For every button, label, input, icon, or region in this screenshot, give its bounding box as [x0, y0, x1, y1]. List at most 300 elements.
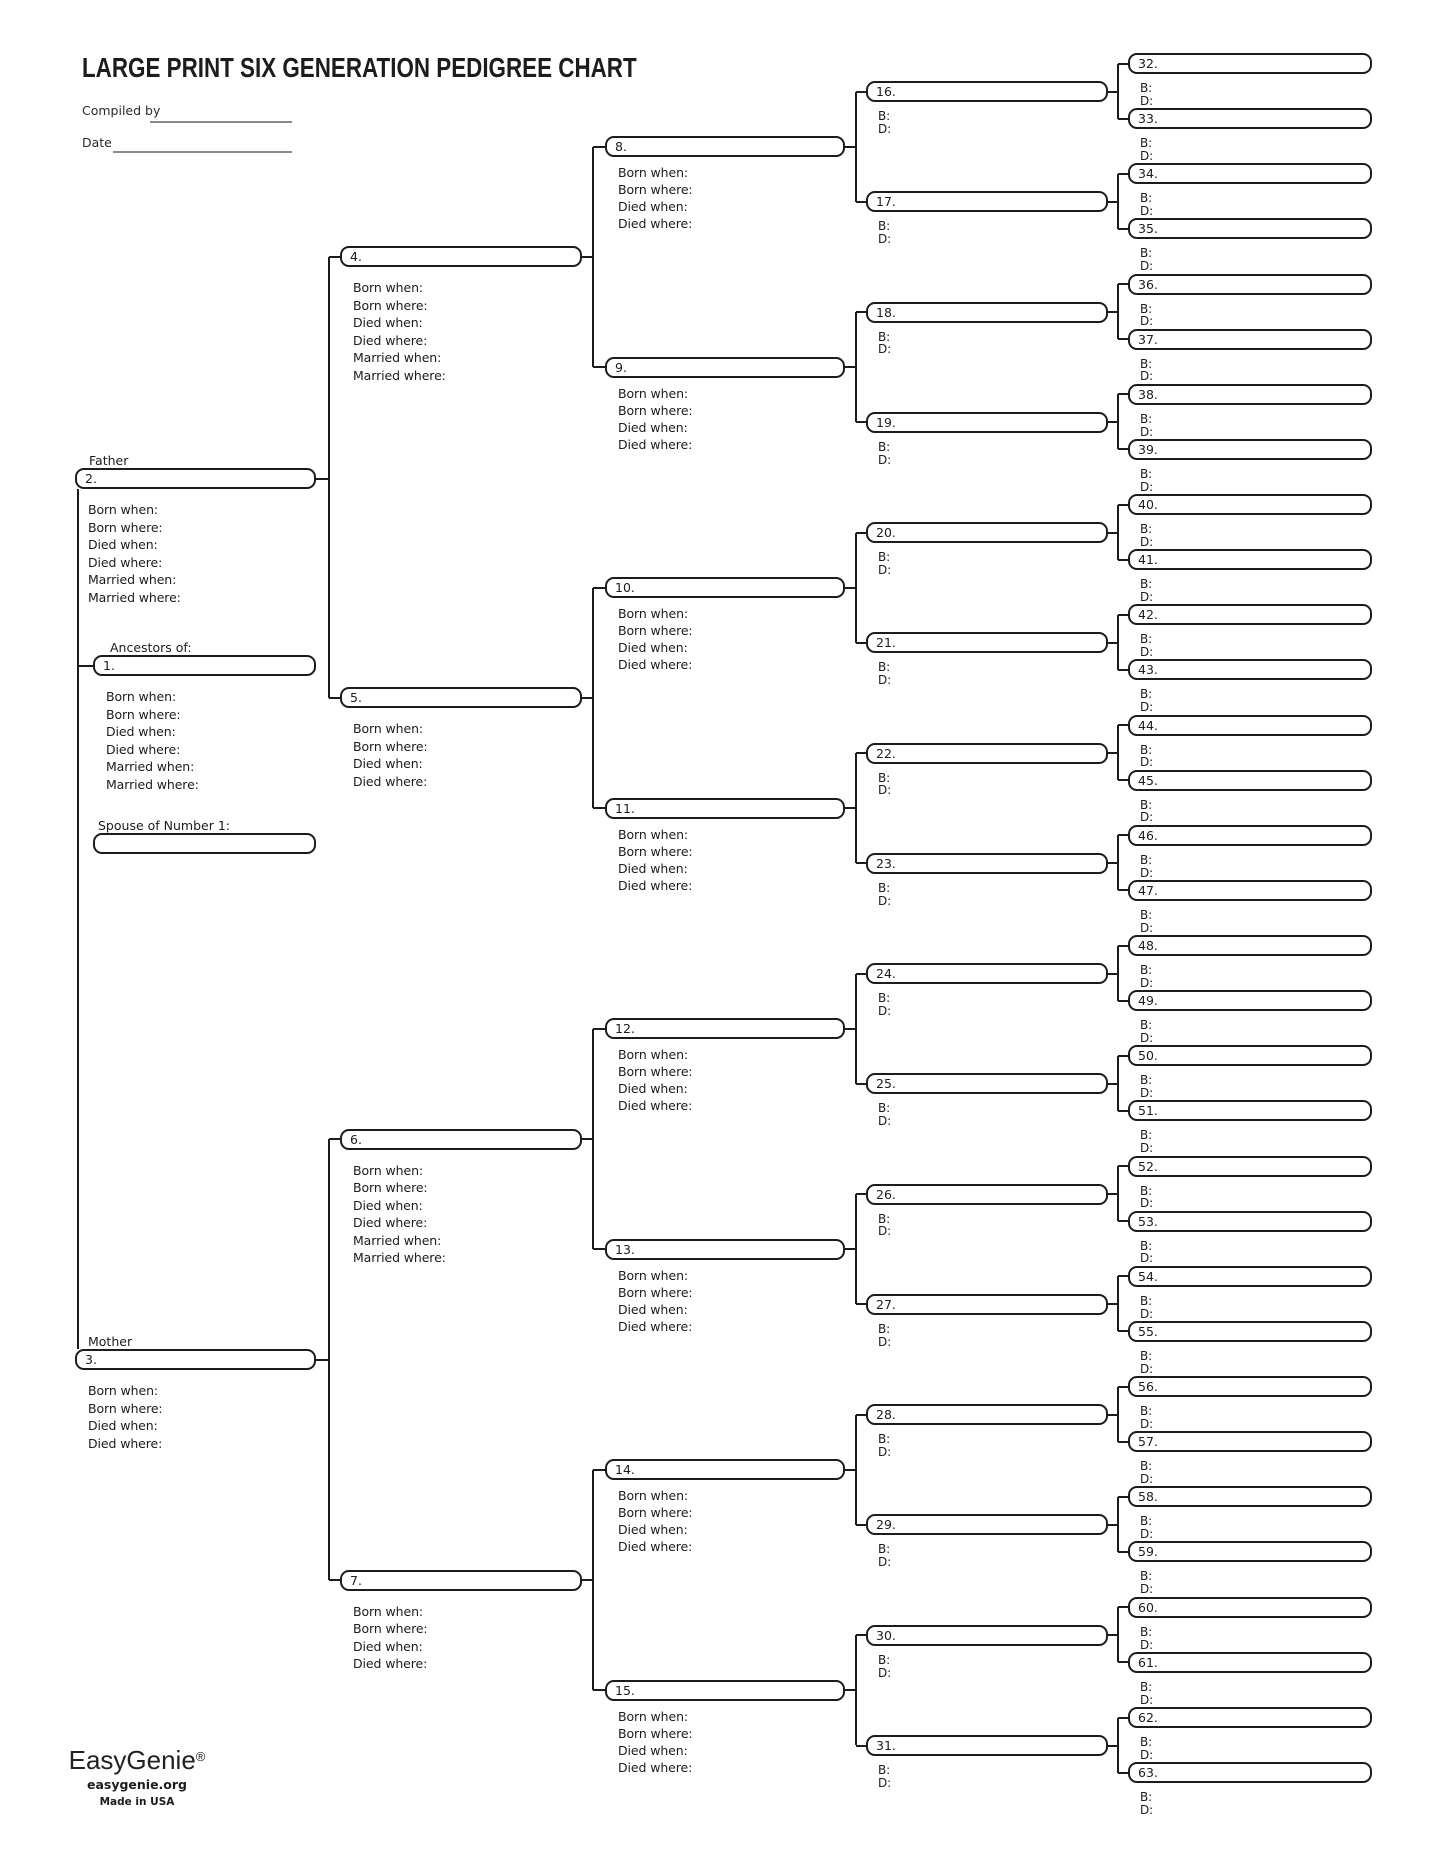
field-label: D: [878, 1224, 892, 1239]
field-label: B: [1140, 466, 1153, 481]
pedigree-box-36 [1128, 274, 1372, 295]
box-18-number: 18. [876, 304, 896, 320]
connector-line [1118, 779, 1128, 781]
field-label: D: [878, 452, 892, 467]
field-label: Married where: [353, 367, 446, 383]
connector-line [856, 1414, 866, 1416]
box-37-number: 37. [1138, 331, 1158, 347]
field-label: B: [1140, 522, 1153, 537]
box-25-number: 25. [876, 1076, 896, 1092]
pedigree-box-40 [1128, 494, 1372, 515]
pedigree-box-11 [605, 798, 845, 819]
pedigree-box-37 [1128, 329, 1372, 350]
field-label: Married where: [106, 776, 199, 792]
field-label: D: [878, 562, 892, 577]
caption-spouse_of_number_1: Spouse of Number 1: [98, 818, 230, 833]
field-label: Born where: [353, 1180, 428, 1196]
field-label: B: [878, 219, 891, 234]
connector-line [78, 665, 93, 667]
field-label: Died where: [618, 1759, 693, 1775]
field-label: D: [878, 673, 892, 688]
connector-line [1108, 1634, 1118, 1636]
connector-line [1118, 834, 1128, 836]
connector-line [1118, 63, 1128, 65]
pedigree-box-24 [866, 963, 1108, 984]
box-33-number: 33. [1138, 111, 1158, 126]
field-label: D: [1140, 204, 1154, 219]
connector-line [856, 642, 866, 644]
field-label: B: [1140, 797, 1153, 812]
field-label: Born where: [618, 182, 693, 198]
field-label: Born when: [88, 502, 159, 517]
box-8-number: 8. [615, 139, 627, 155]
connector-line [582, 256, 593, 258]
field-label: Married when: [353, 1232, 442, 1248]
pedigree-box-41 [1128, 549, 1372, 570]
field-label: Born where: [618, 1505, 693, 1521]
box-57-number: 57. [1138, 1434, 1158, 1450]
field-label: D: [878, 893, 892, 908]
connector-line [856, 1193, 866, 1195]
field-label: Born when: [618, 1047, 689, 1063]
field-label: B: [1140, 742, 1153, 757]
connector-line [856, 752, 866, 754]
caption-ancestors_of: Ancestors of: [110, 640, 192, 655]
field-label: D: [1140, 1802, 1154, 1817]
connector-line [1118, 1606, 1128, 1608]
field-label: D: [1140, 589, 1154, 604]
pedigree-box-57 [1128, 1431, 1372, 1452]
field-label: B: [1140, 632, 1153, 647]
pedigree-box-28 [866, 1404, 1108, 1425]
connector-line [856, 201, 866, 203]
box-41-number: 41. [1138, 552, 1158, 568]
connector-line [1118, 1220, 1128, 1222]
field-label: Died when: [618, 860, 688, 876]
field-label: D: [1140, 1582, 1154, 1597]
pedigree-box-14 [605, 1459, 845, 1480]
connector-line [856, 1083, 866, 1085]
brand-website: easygenie.org [86, 1777, 188, 1792]
field-label: D: [1140, 424, 1154, 439]
field-label: B: [1140, 1128, 1153, 1143]
field-label: Died where: [88, 1435, 163, 1451]
field-label: Died when: [618, 640, 688, 656]
field-label: B: [1140, 1238, 1153, 1253]
box-48-number: 48. [1138, 938, 1158, 954]
pedigree-box-55 [1128, 1321, 1372, 1342]
box-16-number: 16. [876, 84, 896, 99]
connector-line [1118, 118, 1128, 120]
field-label: D: [1140, 1251, 1154, 1266]
field-label: D: [1140, 755, 1154, 770]
field-label: D: [878, 1445, 892, 1459]
box-58-number: 58. [1138, 1489, 1158, 1505]
field-label: Born when: [353, 1603, 424, 1619]
field-label: Died where: [618, 216, 693, 232]
caption-mother: Mother [88, 1334, 133, 1349]
pedigree-box-13 [605, 1239, 845, 1260]
pedigree-box-6 [340, 1129, 582, 1150]
box-51-number: 51. [1138, 1103, 1158, 1119]
field-label: B: [1140, 411, 1153, 426]
field-label: D: [1140, 1141, 1154, 1156]
field-label: Born where: [106, 706, 181, 722]
connector-line [582, 1138, 593, 1140]
field-label: D: [1140, 700, 1154, 715]
field-label: Born where: [353, 1621, 428, 1637]
pedigree-box-33 [1128, 108, 1372, 129]
connector-line [1108, 201, 1118, 203]
field-label: D: [1140, 259, 1154, 274]
field-label: D: [878, 1003, 892, 1018]
box-46-number: 46. [1138, 827, 1158, 843]
field-label: B: [878, 1652, 891, 1667]
date-blank-line [113, 151, 292, 153]
made-in-usa-label: Made in USA [99, 1796, 175, 1808]
field-label: B: [1140, 1073, 1153, 1088]
connector-line [1118, 614, 1128, 616]
pedigree-box-52 [1128, 1156, 1372, 1177]
pedigree-box-20 [866, 522, 1108, 543]
pedigree-box-43 [1128, 659, 1372, 680]
box-38-number: 38. [1138, 386, 1158, 402]
field-label: Born when: [618, 1267, 689, 1283]
pedigree-box-3 [75, 1349, 316, 1370]
box-13-number: 13. [615, 1241, 635, 1257]
box-50-number: 50. [1138, 1048, 1158, 1064]
box-4-number: 4. [350, 249, 362, 265]
box-11-number: 11. [615, 800, 635, 816]
field-label: Born where: [353, 297, 428, 313]
box-55-number: 55. [1138, 1323, 1158, 1339]
field-label: B: [1140, 1569, 1153, 1584]
box-5-number: 5. [350, 690, 362, 706]
box-23-number: 23. [876, 855, 896, 871]
field-label: Died where: [618, 657, 693, 673]
field-label: B: [1140, 1679, 1153, 1694]
connector-line [1118, 338, 1128, 340]
pedigree-box-31 [866, 1735, 1108, 1756]
field-label: Born when: [88, 1383, 159, 1398]
field-label: Born where: [618, 1725, 693, 1741]
connector-line [1118, 1551, 1128, 1553]
field-label: Died when: [618, 419, 688, 435]
connector-line [1108, 311, 1118, 313]
connector-line [1118, 393, 1128, 395]
footer [60, 1744, 214, 1808]
field-label: Died when: [88, 537, 158, 552]
connector-line [845, 1689, 856, 1691]
field-label: Died when: [618, 199, 688, 215]
connector-line [593, 1248, 605, 1250]
pedigree-box-38 [1128, 384, 1372, 405]
field-label: B: [1140, 301, 1153, 316]
box-59-number: 59. [1138, 1544, 1158, 1560]
box-32-number: 32. [1138, 56, 1158, 71]
pedigree-box-21 [866, 632, 1108, 653]
field-label: B: [1140, 136, 1153, 150]
spouse-box [93, 833, 316, 854]
box-1-number: 1. [103, 658, 115, 673]
field-label: D: [1140, 93, 1154, 108]
pedigree-box-12 [605, 1018, 845, 1039]
box-31-number: 31. [876, 1738, 896, 1753]
pedigree-box-62 [1128, 1707, 1372, 1728]
caption-father: Father [89, 453, 129, 468]
pedigree-box-19 [866, 412, 1108, 433]
connector-line [856, 1634, 866, 1636]
connector-line [1118, 945, 1128, 947]
field-label: B: [1140, 1624, 1153, 1639]
field-label: Died where: [618, 436, 693, 452]
connector-line [1108, 421, 1118, 423]
pedigree-box-10 [605, 577, 845, 598]
connector-line [582, 697, 593, 699]
field-label: Died where: [88, 554, 163, 570]
field-label: Died where: [353, 332, 428, 348]
box-43-number: 43. [1138, 662, 1158, 678]
field-label: D: [1140, 865, 1154, 880]
spouse-box-value [95, 835, 314, 836]
field-label: B: [1140, 1514, 1153, 1529]
pedigree-box-22 [866, 743, 1108, 764]
box-21-number: 21. [876, 635, 896, 651]
box-47-number: 47. [1138, 882, 1158, 898]
box-52-number: 52. [1138, 1158, 1158, 1174]
connector-line [1118, 1110, 1128, 1112]
connector-line [1108, 91, 1118, 93]
connector-line [1118, 724, 1128, 726]
pedigree-box-44 [1128, 715, 1372, 736]
pedigree-box-39 [1128, 439, 1372, 460]
connector-line [856, 311, 866, 313]
field-label: Died where: [353, 1656, 428, 1672]
brand-name: EasyGenie [68, 1745, 196, 1775]
box-6-number: 6. [350, 1131, 362, 1147]
pedigree-box-29 [866, 1514, 1108, 1535]
field-label: D: [878, 1555, 892, 1570]
pedigree-box-26 [866, 1184, 1108, 1205]
box-14-number: 14. [615, 1462, 635, 1478]
pedigree-box-16 [866, 81, 1108, 102]
pedigree-box-17 [866, 191, 1108, 212]
box-26-number: 26. [876, 1186, 896, 1202]
field-label: Died when: [88, 1418, 158, 1433]
connector-line [582, 1579, 593, 1581]
connector-line [593, 366, 605, 368]
field-label: D: [878, 232, 892, 247]
pedigree-box-61 [1128, 1652, 1372, 1673]
pedigree-box-42 [1128, 604, 1372, 625]
field-label: D: [1140, 1306, 1154, 1321]
pedigree-box-63 [1128, 1762, 1372, 1783]
field-label: Born where: [88, 519, 163, 535]
connector-line [1108, 1745, 1118, 1747]
field-label: Born where: [618, 623, 693, 639]
field-label: Married where: [353, 1250, 446, 1266]
field-label: B: [878, 329, 891, 344]
box-53-number: 53. [1138, 1213, 1158, 1229]
connector-line [329, 1138, 340, 1140]
connector-line [1118, 448, 1128, 450]
box-63-number: 63. [1138, 1765, 1158, 1780]
connector-line [1118, 1330, 1128, 1332]
box-9-number: 9. [615, 359, 627, 375]
connector-line [1118, 559, 1128, 561]
box-45-number: 45. [1138, 772, 1158, 788]
box-7-number: 7. [350, 1572, 362, 1588]
connector-line [1108, 862, 1118, 864]
field-label: D: [1140, 645, 1154, 660]
field-label: B: [1140, 1790, 1153, 1804]
connector-line [1118, 1165, 1128, 1167]
field-label: Born when: [618, 385, 689, 401]
connector-line [1118, 1000, 1128, 1002]
connector-line [856, 1524, 866, 1526]
field-label: Born when: [618, 826, 689, 842]
box-19-number: 19. [876, 414, 896, 430]
field-label: Died when: [353, 1197, 423, 1213]
field-label: D: [1140, 1086, 1154, 1101]
connector-line [593, 1689, 605, 1691]
connector-line [593, 587, 605, 589]
connector-line [1118, 1772, 1128, 1774]
box-44-number: 44. [1138, 717, 1158, 733]
field-label: B: [1140, 1293, 1153, 1308]
field-label: Married when: [353, 350, 442, 366]
field-label: B: [878, 770, 891, 785]
page-title: LARGE PRINT SIX GENERATION PEDIGREE CHART [82, 52, 637, 83]
box-12-number: 12. [615, 1021, 635, 1037]
field-label: D: [878, 342, 892, 357]
field-label: D: [1140, 369, 1154, 384]
field-label: Born where: [618, 1284, 693, 1300]
field-label: B: [878, 1101, 891, 1116]
field-label: B: [1140, 1735, 1153, 1749]
field-label: Died where: [106, 741, 181, 757]
field-label: D: [878, 1775, 892, 1790]
box-39-number: 39. [1138, 441, 1158, 457]
field-label: D: [878, 783, 892, 798]
box-22-number: 22. [876, 745, 896, 761]
connector-line [845, 807, 856, 809]
connector-line [1108, 642, 1118, 644]
box-17-number: 17. [876, 194, 896, 210]
connector-line [1118, 889, 1128, 891]
field-label: Born when: [353, 280, 424, 296]
pedigree-box-46 [1128, 825, 1372, 846]
connector-line [845, 1469, 856, 1471]
connector-line [856, 973, 866, 975]
connector-line [1118, 173, 1128, 175]
field-label: Died when: [618, 1081, 688, 1097]
field-label: Died when: [618, 1301, 688, 1317]
field-label: B: [1140, 1183, 1153, 1198]
connector-line [1118, 504, 1128, 506]
box-10-number: 10. [615, 580, 635, 596]
pedigree-box-50 [1128, 1045, 1372, 1066]
field-label: B: [878, 109, 891, 123]
field-label: B: [878, 1321, 891, 1336]
connector-line [316, 478, 329, 480]
field-label: Born when: [618, 1488, 689, 1504]
connector-line [1118, 1275, 1128, 1277]
field-label: Married when: [88, 572, 177, 587]
brand-logo [60, 1744, 214, 1773]
field-label: Married when: [106, 759, 195, 774]
field-label: B: [878, 660, 891, 675]
connector-line [1108, 1193, 1118, 1195]
pedigree-box-18 [866, 302, 1108, 323]
pedigree-box-56 [1128, 1376, 1372, 1397]
compiled-by-label: Compiled by [82, 103, 161, 118]
field-label: Died when: [618, 1742, 688, 1758]
connector-line [329, 256, 340, 258]
pedigree-box-8 [605, 136, 845, 157]
field-label: Born when: [353, 721, 424, 737]
connector-line [1108, 973, 1118, 975]
connector-line [1118, 669, 1128, 671]
field-label: D: [1140, 810, 1154, 825]
field-label: D: [1140, 975, 1154, 990]
field-label: Born when: [353, 1162, 424, 1178]
field-label: B: [878, 1542, 891, 1557]
pedigree-box-23 [866, 853, 1108, 874]
field-label: B: [878, 880, 891, 895]
box-20-number: 20. [876, 525, 896, 541]
connector-line [845, 587, 856, 589]
pedigree-box-25 [866, 1073, 1108, 1094]
pedigree-box-35 [1128, 218, 1372, 239]
pedigree-box-4 [340, 246, 582, 267]
field-label: D: [1140, 148, 1154, 163]
box-24-number: 24. [876, 966, 896, 982]
pedigree-box-5 [340, 687, 582, 708]
box-2-number: 2. [85, 471, 97, 486]
field-label: Died where: [618, 1539, 693, 1555]
field-label: B: [1140, 687, 1153, 702]
field-label: B: [1140, 852, 1153, 867]
connector-line [845, 146, 856, 148]
connector-line [856, 862, 866, 864]
connector-line [1118, 1055, 1128, 1057]
connector-line [856, 1745, 866, 1747]
field-label: B: [1140, 1404, 1153, 1419]
box-34-number: 34. [1138, 166, 1158, 182]
pedigree-box-53 [1128, 1211, 1372, 1232]
field-label: Born when: [106, 689, 177, 704]
field-label: Born when: [618, 165, 689, 181]
field-label: D: [1140, 1692, 1154, 1707]
field-label: D: [1140, 1030, 1154, 1045]
pedigree-box-54 [1128, 1266, 1372, 1287]
pedigree-box-27 [866, 1294, 1108, 1315]
field-label: Died where: [618, 1318, 693, 1334]
field-label: B: [1140, 81, 1153, 95]
pedigree-box-2 [75, 468, 316, 489]
field-label: Died when: [353, 1638, 423, 1654]
field-label: Died where: [353, 1215, 428, 1231]
field-label: D: [1140, 534, 1154, 549]
connector-line [856, 1303, 866, 1305]
box-56-number: 56. [1138, 1379, 1158, 1395]
box-60-number: 60. [1138, 1599, 1158, 1615]
field-label: B: [1140, 356, 1153, 371]
connector-line [845, 366, 856, 368]
field-label: B: [878, 991, 891, 1006]
pedigree-box-30 [866, 1625, 1108, 1646]
